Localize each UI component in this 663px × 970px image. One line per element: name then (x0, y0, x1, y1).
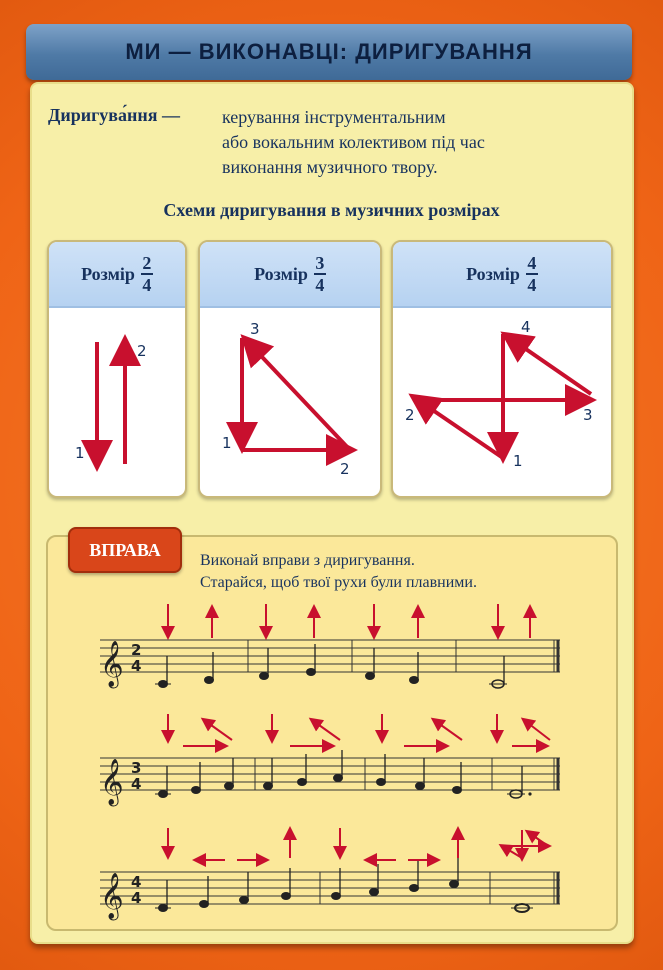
staff-1 (100, 604, 560, 689)
beat-label: 2 (340, 460, 350, 478)
treble-clef-icon: 𝄞 (100, 641, 124, 687)
exercise-line: Виконай вправи з диригування. (200, 552, 415, 569)
definition-line: або вокальним колективом під час (222, 132, 485, 152)
beat-label: 2 (405, 406, 415, 424)
beat-label: 1 (222, 434, 232, 452)
beat-label: 3 (250, 320, 260, 338)
time-denominator: 4 (527, 275, 537, 295)
time-denominator: 4 (131, 889, 142, 907)
staff-2 (100, 714, 560, 807)
card-label: Розмір (81, 263, 135, 284)
time-numerator: 4 (527, 253, 537, 273)
definition-term: Диригува́ння — (48, 105, 181, 125)
definition-line: керування інструментальним (222, 107, 446, 127)
exercise-badge: ВПРАВА (68, 527, 182, 573)
time-numerator: 3 (315, 253, 325, 273)
time-denominator: 4 (131, 775, 142, 793)
beat-label: 1 (75, 444, 85, 462)
treble-clef-icon: 𝄞 (100, 873, 124, 919)
time-numerator: 2 (131, 641, 142, 659)
card-label: Розмір (466, 263, 520, 284)
time-numerator: 2 (142, 253, 152, 273)
time-numerator: 4 (131, 873, 142, 891)
beat-label: 4 (521, 318, 531, 336)
definition-line: виконання музичного твору. (222, 157, 438, 177)
treble-clef-icon: 𝄞 (100, 759, 124, 805)
beat-label: 2 (137, 342, 147, 360)
exercise-line: Старайся, щоб твої рухи були плавними. (200, 574, 477, 591)
time-denominator: 4 (315, 275, 325, 295)
page-title: МИ — ВИКОНАВЦІ: ДИРИГУВАННЯ (125, 39, 533, 64)
time-numerator: 3 (131, 759, 142, 777)
time-denominator: 4 (142, 275, 152, 295)
time-denominator: 4 (131, 657, 142, 675)
beat-label: 3 (583, 406, 593, 424)
schemes-title: Схеми диригування в музичних розмірах (163, 200, 500, 220)
staff-3 (100, 828, 560, 921)
card-label: Розмір (254, 263, 308, 284)
beat-label: 1 (513, 452, 523, 470)
